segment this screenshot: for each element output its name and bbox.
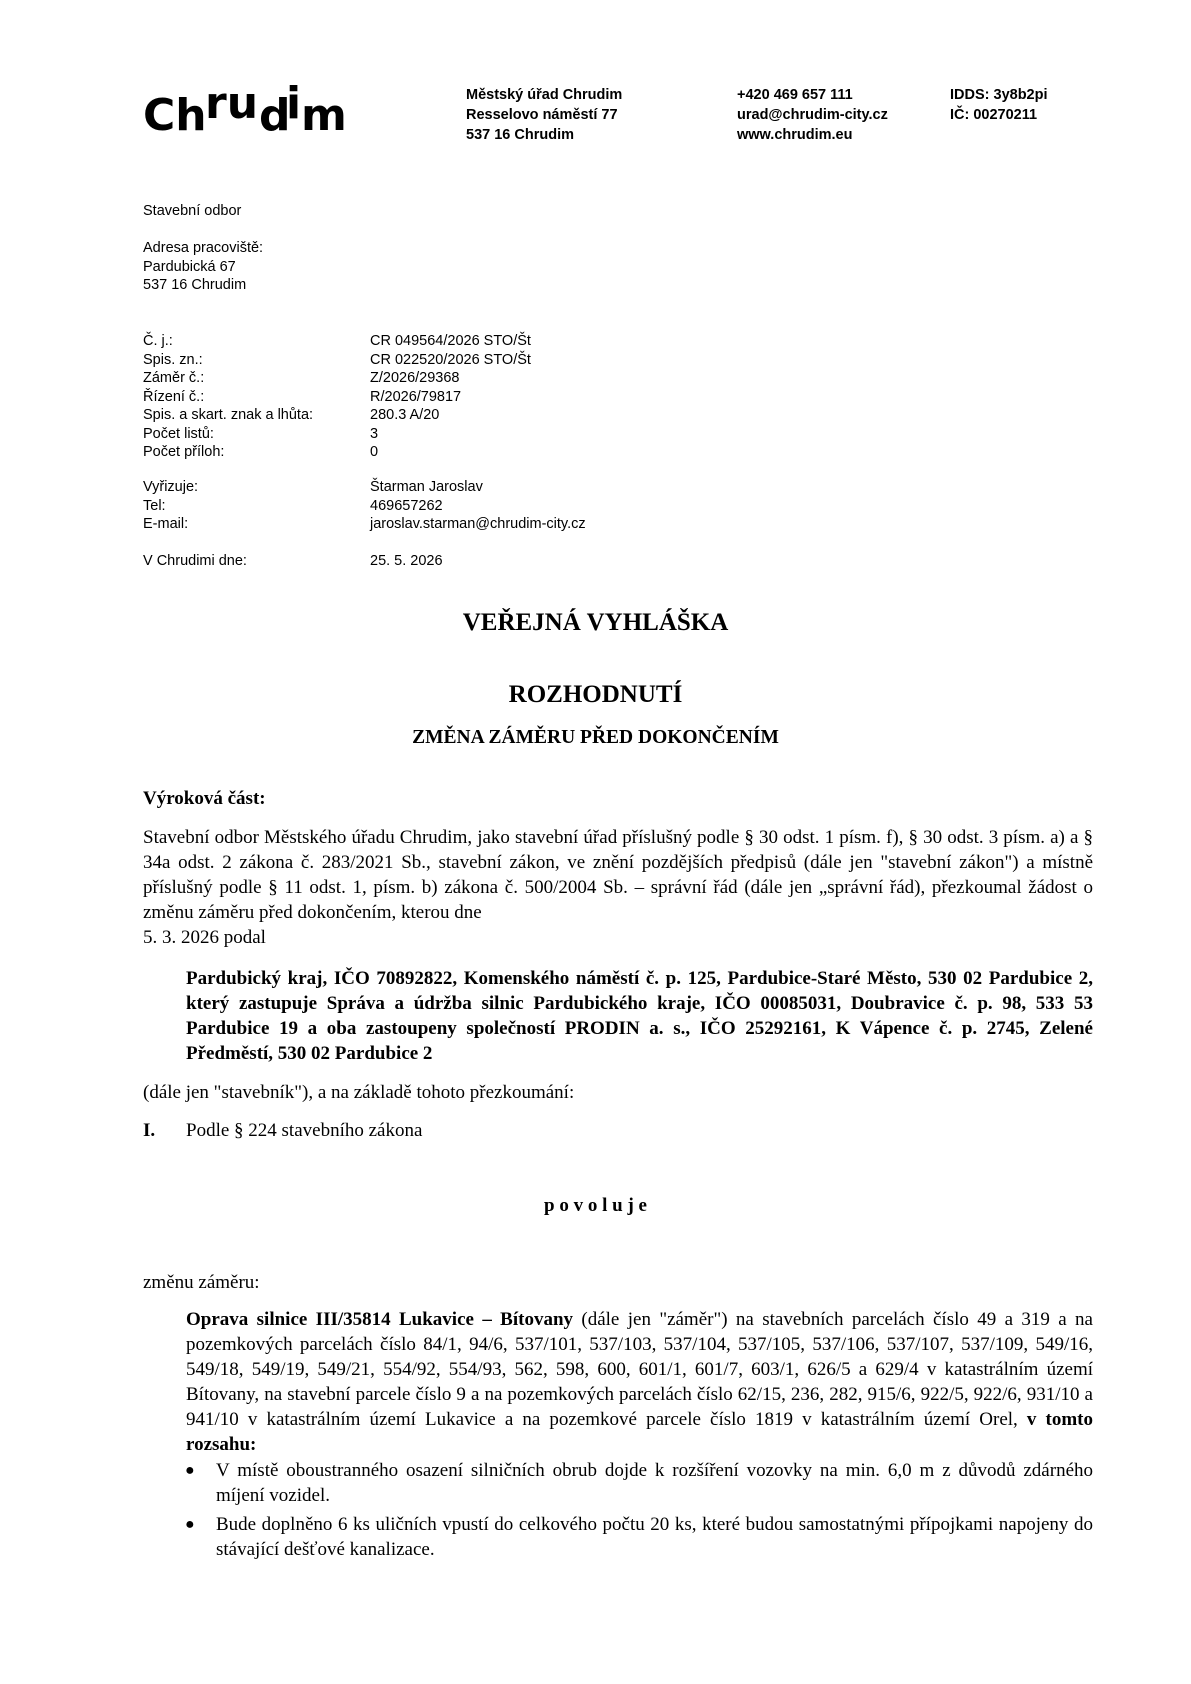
intro-paragraph: Stavební odbor Městského úřadu Chrudim, jako stavební úřad příslušný podle § 30 odst. 1 písm. f), § 30 odst. 3 písm. a) a § 34a odst. 2 zákona č. 283/2021 Sb., stavební zákon, ve znění pozdějších předpisů (dále jen "stavební zákon") a místně příslušný podle § 11 odst. 1, písm. b) zákona č. 500/2004 Sb. – správní řád (dále jen „správní řád), přezkoumal žádost o změnu záměru před dokončením, kterou dne [143, 827, 1093, 923]
change-list [143, 1458, 1093, 1566]
office-ico: IČ: 00270211 [950, 107, 1038, 123]
office-contact [737, 85, 888, 145]
workplace-city: 537 16 Chrudim [143, 277, 247, 293]
workplace-street: Pardubická 67 [143, 258, 236, 275]
office-city: 537 16 Chrudim [466, 127, 574, 143]
bullet-icon: ● [185, 1462, 195, 1479]
project-paragraph [186, 1307, 1093, 1457]
after-applicant: (dále jen "stavebník"), a na základě tohoto přezkoumání: [143, 1082, 575, 1103]
project-text: (dále jen "záměr") na stavebních parcelách číslo 49 a 319 a na pozemkových parcelách číslo 84/1, 94/6, 537/101, 537/103, 537/104, 537/105, 537/106, 537/107, 537/109, 549/16, 549/18, 549/19, 549/21, 554/92, 554/93, 562, 598, 600, 601/1, 601/7, 603/1, 626/5 a 629/4 v katastrálním území Bítovany, na stavební parcele číslo 9 a na pozemkových parcelách číslo 62/15, 236, 282, 915/6, 922/5, 922/6, 931/10 a 941/10 v katastrálním území Lukavice a na pozemkové parcele číslo 1819 v katastrálním území Orel, [186, 1309, 1093, 1430]
list-item: ● V místě oboustranného osazení silničních obrub dojde k rozšíření vozovky na min. 6,0 m z důvodů zdárného míjení vozidel. [185, 1460, 1093, 1506]
chrudim-logo [143, 82, 373, 142]
verdict: p o v o l u j e [544, 1195, 647, 1216]
section-heading: Výroková část: [143, 788, 266, 809]
office-name: Městský úřad Chrudim [466, 87, 623, 103]
applicant-paragraph: Pardubický kraj, IČO 70892822, Komenského náměstí č. p. 125, Pardubice-Staré Město, 530 02 Pardubice 2, který zastupuje Správa a údržba silnic Pardubického kraje, IČO 00085031, Doubravice č. p. 98, 533 53 Pardubice 19 a oba zastoupeny společností PRODIN a. s., IČO 25292161, K Vápence č. p. 2745, Zelené Předměstí, 530 02 Pardubice 2 [186, 968, 1093, 1064]
bullet-icon: ● [185, 1516, 195, 1533]
decision-title: ROZHODNUTÍ [508, 681, 683, 708]
office-address [466, 85, 622, 145]
project-scope: v tomto rozsahu: [186, 1409, 1093, 1455]
project-name: Oprava silnice III/35814 Lukavice – Bítovany [186, 1309, 574, 1330]
svg-text:d: d [259, 90, 291, 141]
svg-text:Ch: Ch [143, 90, 207, 141]
workplace-label: Adresa pracoviště: [143, 240, 264, 256]
svg-text:ru: ru [205, 82, 259, 129]
main-title: VEŘEJNÁ VYHLÁŠKA [462, 609, 729, 636]
workplace-address [143, 239, 263, 295]
office-phone: +420 469 657 111 [737, 87, 853, 103]
roman-numeral: I. [143, 1120, 156, 1141]
office-street: Resselovo náměstí 77 [466, 107, 618, 123]
roman-text: Podle § 224 stavebního zákona [186, 1120, 423, 1141]
office-ids [950, 85, 1048, 125]
intro-date: 5. 3. 2026 podal [143, 927, 266, 948]
decision-subtitle: ZMĚNA ZÁMĚRU PŘED DOKONČENÍM [412, 727, 779, 748]
svg-text:i: i [286, 82, 302, 129]
change-label: změnu záměru: [143, 1272, 260, 1293]
office-email: urad@chrudim-city.cz [737, 107, 888, 123]
office-web: www.chrudim.eu [737, 127, 853, 143]
svg-text:m: m [301, 90, 347, 141]
department: Stavební odbor [143, 203, 242, 219]
list-item: ● Bude doplněno 6 ks uličních vpustí do celkového počtu 20 ks, které budou samostatnými přípojkami napojeny do stávající dešťové kanalizace. [185, 1514, 1093, 1560]
office-idds: IDDS: 3y8b2pi [950, 87, 1048, 103]
